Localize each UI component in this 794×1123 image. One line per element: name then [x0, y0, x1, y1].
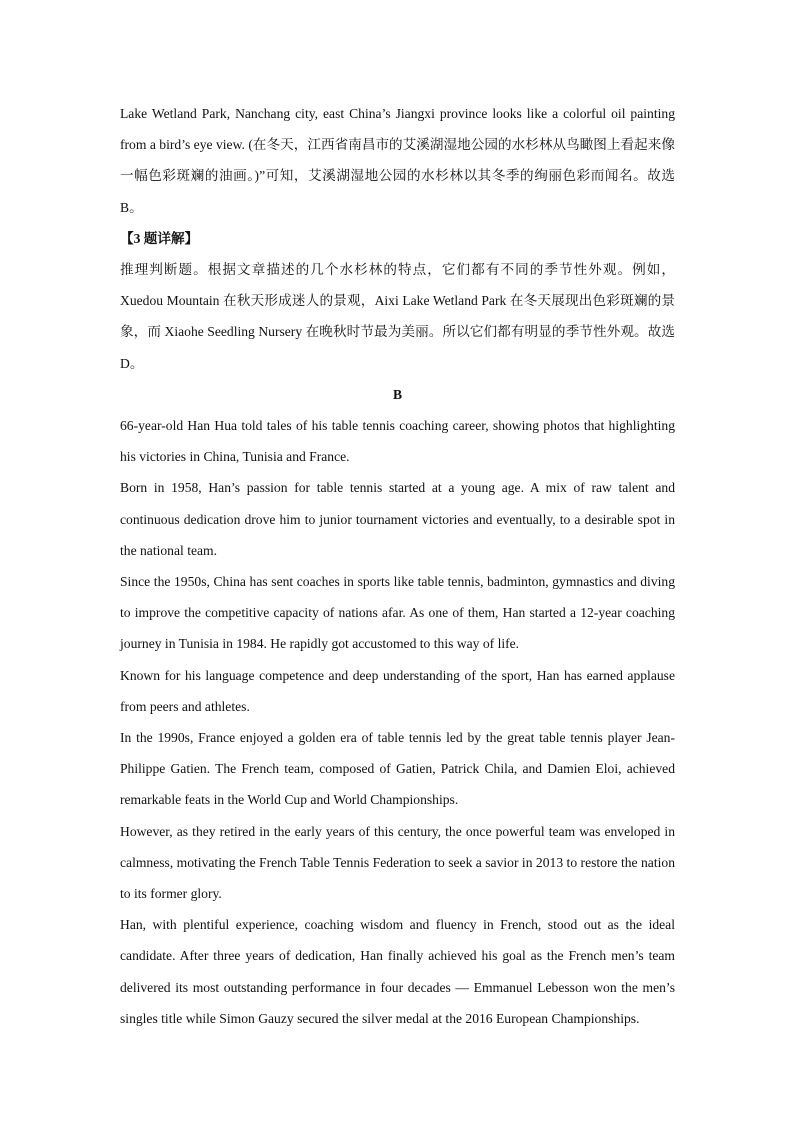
- passage-paragraph: However, as they retired in the early years of this century, the once powerful team was enveloped in calmness, motivating the French Table Tennis Federation to seek a savior in 2013 to restore the nation to its former glory.: [120, 823, 675, 902]
- passage-paragraph: Since the 1950s, China has sent coaches in sports like table tennis, badminton, gymnastics and diving to improve the competitive capacity of nations afar. As one of them, Han started a 12-year coaching journey in Tunisia in 1984. He rapidly got accustomed to this way of life.: [120, 574, 675, 652]
- passage-paragraph: 66-year-old Han Hua told tales of his table tennis coaching career, showing photos that highlighting his victories in China, Tunisia and France.: [120, 418, 675, 465]
- passage-paragraph: Born in 1958, Han’s passion for table tennis started at a young age. A mix of raw talent and continuous dedication drove him to junior tournament victories and eventually, to a desirable spot in the national team.: [120, 480, 675, 558]
- passage-paragraph: Known for his language competence and deep understanding of the sport, Han has earned applause from peers and athletes.: [120, 667, 675, 714]
- answer-paragraph-q2: Lake Wetland Park, Nanchang city, east China’s Jiangxi province looks like a colorful oil painting from a bird’s eye view. (在冬天，江西省南昌市的艾溪湖湿地公园的水杉林从鸟瞰图上看起来像一幅色彩斑斓的油画。)”可知，艾溪湖湿地公园的水杉林以其冬季的绚丽色彩而闻名。故选 B。: [120, 106, 675, 215]
- passage-label: B: [392, 386, 403, 402]
- answer-paragraph-q3: 推理判断题。根据文章描述的几个水杉林的特点，它们都有不同的季节性外观。例如，Xuedou Mountain 在秋天形成迷人的景观，Aixi Lake Wetland Park 在冬天展现出色彩斑斓的景象，而 Xiaohe Seedling Nursery 在晚秋时节最为美丽。所以它们都有明显的季节性外观。故选 D。: [120, 262, 675, 371]
- passage-paragraph: Han, with plentiful experience, coaching wisdom and fluency in French, stood out as the ideal candidate. After three years of dedication, Han finally achieved his goal as the French men’s team delivered its most outstanding performance in four decades — Emmanuel Lebesson won the men’s singles title while Simon Gauzy secured the silver medal at the 2016 European Championships.: [120, 917, 675, 1026]
- document-page: [120, 98, 675, 1034]
- passage-paragraph: In the 1990s, France enjoyed a golden era of table tennis led by the great table tennis player Jean-Philippe Gatien. The French team, composed of Gatien, Patrick Chila, and Damien Eloi, achieved remarkable feats in the World Cup and World Championships.: [120, 730, 675, 808]
- q3-heading: 【3 题详解】: [120, 230, 199, 246]
